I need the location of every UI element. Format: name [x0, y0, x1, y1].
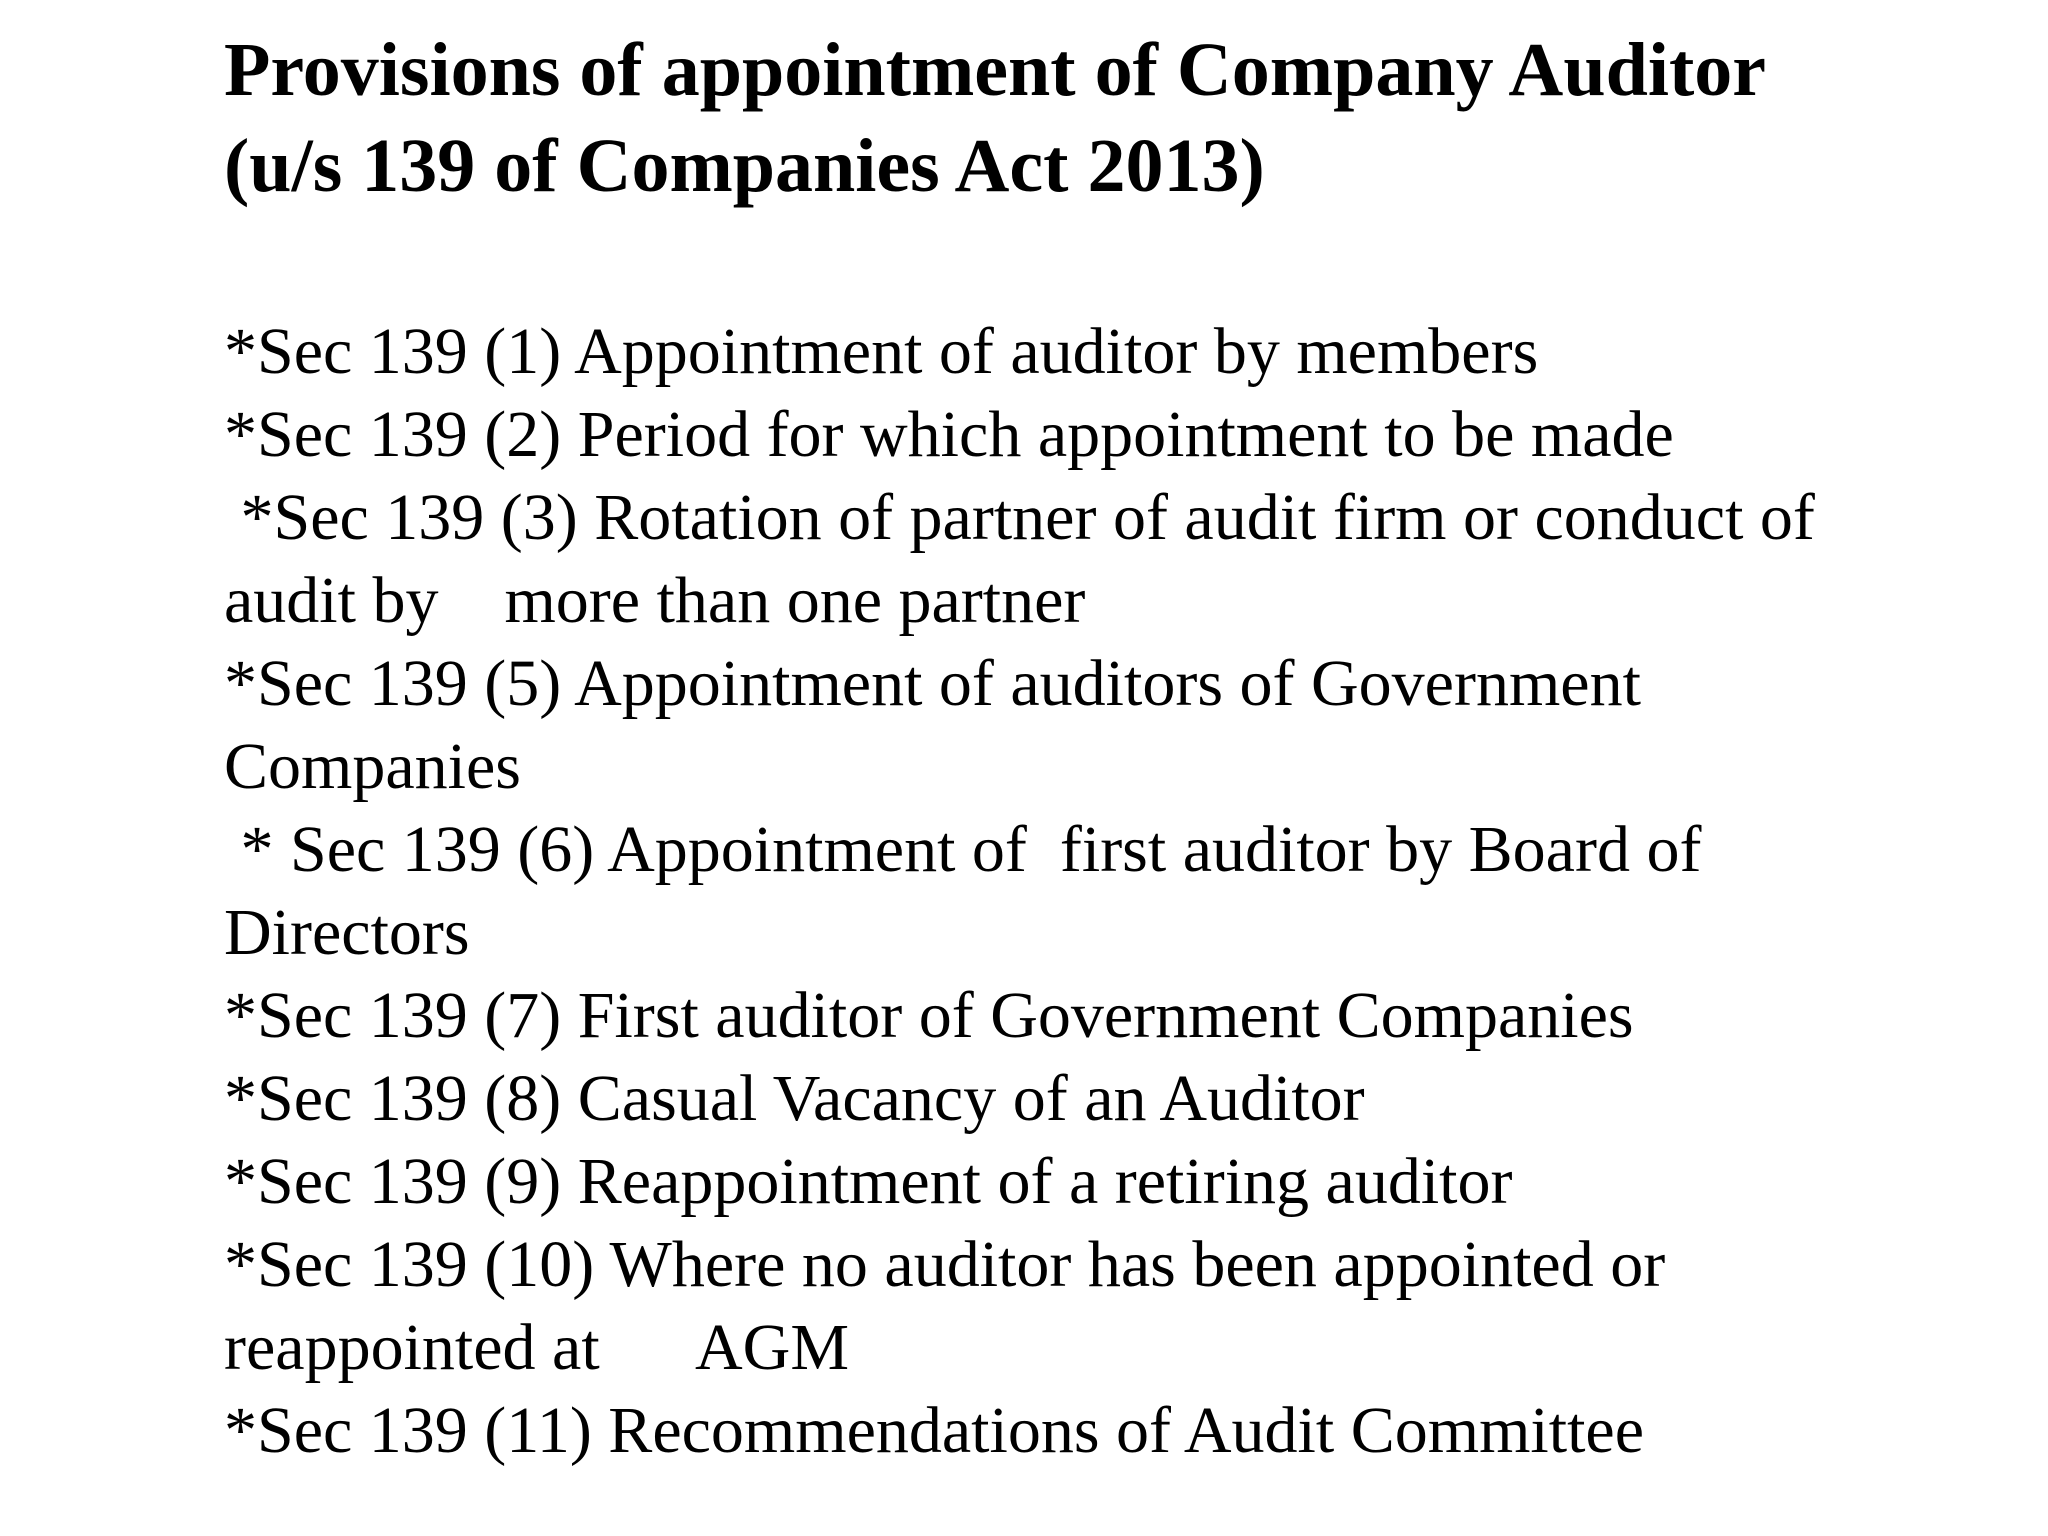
list-line: Companies	[224, 730, 521, 803]
list-line: *Sec 139 (11) Recommendations of Audit Committee	[224, 1394, 1644, 1467]
list-line: reappointed at AGM	[224, 1311, 850, 1384]
section-list	[224, 310, 2004, 1472]
list-line: *Sec 139 (7) First auditor of Government Companies	[224, 979, 1634, 1052]
list-line: *Sec 139 (5) Appointment of auditors of Government	[224, 647, 1641, 720]
list-line: *Sec 139 (3) Rotation of partner of audit firm or conduct of	[224, 481, 1815, 554]
list-line: *Sec 139 (1) Appointment of auditor by members	[224, 315, 1539, 388]
list-line: Directors	[224, 896, 470, 969]
title-line-1: Provisions of appointment of Company Auditor	[224, 28, 1767, 112]
list-line: *Sec 139 (8) Casual Vacancy of an Auditor	[224, 1062, 1365, 1135]
title-line-2: (u/s 139 of Companies Act 2013)	[224, 124, 1265, 208]
list-line: audit by more than one partner	[224, 564, 1086, 637]
list-line: *Sec 139 (2) Period for which appointment to be made	[224, 398, 1674, 471]
list-line: *Sec 139 (9) Reappointment of a retiring auditor	[224, 1145, 1513, 1218]
list-line: * Sec 139 (6) Appointment of first auditor by Board of	[224, 813, 1702, 886]
list-line: *Sec 139 (10) Where no auditor has been appointed or	[224, 1228, 1666, 1301]
slide-title	[224, 22, 2004, 214]
